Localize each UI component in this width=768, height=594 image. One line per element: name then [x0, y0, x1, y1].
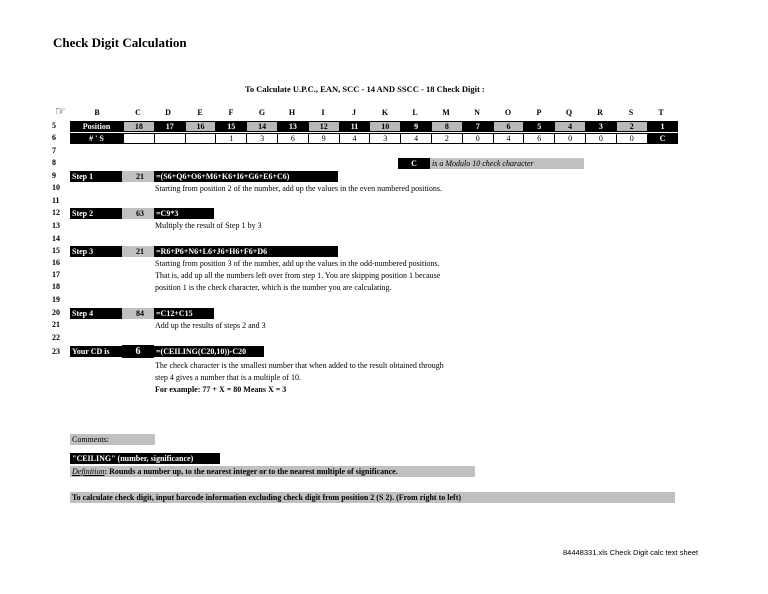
step-description: Starting from position 2 of the number, add up the values in the even numbered positions.: [155, 184, 442, 193]
column-header-d: D: [165, 108, 171, 117]
row-number: 20: [52, 308, 60, 317]
row-number: 16: [52, 258, 60, 267]
column-header-i: I: [321, 108, 325, 117]
row-number: 22: [52, 333, 60, 342]
position-cell: 16: [185, 121, 217, 132]
column-header-o: O: [504, 108, 512, 117]
row-number: 23: [52, 347, 60, 356]
comments-label: Comments:: [70, 434, 155, 445]
step-label: Step 2: [70, 208, 122, 219]
instruction-bar: To calculate check digit, input barcode information excluding check digit from position 2 (S 2). (From right to left): [70, 492, 675, 503]
row-number: 19: [52, 295, 60, 304]
digit-input-cell[interactable]: 6: [523, 133, 555, 144]
column-header-f: F: [228, 108, 234, 117]
result-value[interactable]: 6: [122, 345, 154, 358]
position-cell: 13: [277, 121, 309, 132]
ceiling-header: "CEILING" (number, significance): [70, 453, 220, 464]
example-label: For example:: [155, 385, 201, 394]
position-label: Position: [70, 121, 123, 132]
result-desc-1: The check character is the smallest number that when added to the result obtained through: [155, 361, 444, 370]
digit-input-cell[interactable]: 3: [246, 133, 278, 144]
row-number: 13: [52, 221, 60, 230]
position-cell: 11: [339, 121, 371, 132]
position-cell: 4: [554, 121, 586, 132]
row-number: 8: [52, 158, 56, 167]
row-number: 21: [52, 320, 60, 329]
row-number: 12: [52, 208, 60, 217]
ceiling-definition: [70, 466, 475, 477]
step-formula: =C9*3: [154, 208, 214, 219]
page-title: Check Digit Calculation: [53, 35, 187, 50]
column-header-r: R: [597, 108, 603, 117]
digit-input-cell[interactable]: [123, 133, 155, 144]
result-desc-2: step 4 gives a number that is a multiple of 10.: [155, 373, 301, 382]
column-header-b: B: [94, 108, 100, 117]
step-formula: =(S6+Q6+O6+M6+K6+I6+G6+E6+C6): [154, 171, 338, 182]
digit-input-cell[interactable]: 1: [215, 133, 247, 144]
column-header-l: L: [412, 108, 418, 117]
result-example: [155, 385, 286, 394]
column-header-c: C: [135, 108, 141, 117]
digit-input-cell[interactable]: 0: [462, 133, 494, 144]
position-cell: 12: [308, 121, 340, 132]
result-formula: =(CEILING(C20,10))-C20: [154, 346, 264, 357]
step-value: 21: [122, 246, 154, 257]
column-header-k: K: [381, 108, 389, 117]
row-number: 10: [52, 183, 60, 192]
column-header-s: S: [628, 108, 634, 117]
step-description: Multiply the result of Step 1 by 3: [155, 221, 262, 230]
position-cell: 3: [585, 121, 617, 132]
position-cell: 9: [400, 121, 432, 132]
hand-pointer-icon: ☞: [55, 104, 66, 118]
digit-input-cell[interactable]: 6: [277, 133, 309, 144]
row-number: 18: [52, 282, 60, 291]
row-number: 5: [52, 121, 56, 130]
digit-input-cell[interactable]: 0: [554, 133, 586, 144]
footer-filename: 84448331.xls Check Digit calc text sheet: [563, 548, 699, 557]
column-header-h: H: [288, 108, 296, 117]
step-formula: =R6+P6+N6+L6+J6+H6+F6+D6: [154, 246, 338, 257]
digit-input-cell[interactable]: 4: [400, 133, 432, 144]
check-char-cell: C: [398, 158, 430, 169]
page-subtitle: To Calculate U.P.C., EAN, SCC - 14 AND SSCC - 18 Check Digit :: [245, 84, 485, 94]
position-cell: 1: [647, 121, 679, 132]
step-formula: =C12+C15: [154, 308, 214, 319]
digit-input-cell[interactable]: 0: [616, 133, 648, 144]
digit-input-cell[interactable]: 4: [493, 133, 525, 144]
column-header-e: E: [197, 108, 203, 117]
digit-input-cell: C: [647, 133, 679, 144]
column-header-q: Q: [565, 108, 573, 117]
step-value: 84: [122, 308, 154, 319]
column-header-m: M: [442, 108, 450, 117]
position-cell: 6: [493, 121, 525, 132]
step-value: 21: [122, 171, 154, 182]
digit-input-cell[interactable]: 2: [431, 133, 463, 144]
row-number: 11: [52, 196, 60, 205]
step-description: That is, add up all the numbers left over from step 1. You are skipping position 1 because: [155, 271, 441, 280]
column-header-p: P: [536, 108, 542, 117]
step-description: Starting from position 3 of the number, add up the values in the odd-numbered positions.: [155, 259, 440, 268]
position-cell: 14: [246, 121, 278, 132]
column-header-n: N: [474, 108, 480, 117]
position-cell: 18: [123, 121, 155, 132]
column-header-j: J: [352, 108, 356, 117]
row-number: 9: [52, 171, 56, 180]
row-number: 6: [52, 133, 56, 142]
position-cell: 5: [523, 121, 555, 132]
position-cell: 7: [462, 121, 494, 132]
step-description: position 1 is the check character, which is the number you are calculating.: [155, 283, 392, 292]
digits-label: # ' S: [70, 133, 123, 144]
step-label: Step 3: [70, 246, 122, 257]
position-cell: 8: [431, 121, 463, 132]
check-char-note: is a Modulo 10 check character: [398, 158, 584, 169]
row-number: 15: [52, 246, 60, 255]
definition-label: Definition: [72, 467, 105, 476]
step-label: Step 1: [70, 171, 122, 182]
digit-input-cell[interactable]: 0: [585, 133, 617, 144]
row-number: 17: [52, 270, 60, 279]
column-header-g: G: [258, 108, 266, 117]
row-number: 14: [52, 234, 60, 243]
step-value: 63: [122, 208, 154, 219]
definition-text: : Rounds a number up, to the nearest integer or to the nearest multiple of significance.: [104, 467, 398, 476]
digit-input-cell[interactable]: [185, 133, 217, 144]
digit-input-cell[interactable]: 9: [308, 133, 340, 144]
position-cell: 2: [616, 121, 648, 132]
position-cell: 15: [215, 121, 247, 132]
row-number: 7: [52, 146, 56, 155]
step-label: Step 4: [70, 308, 122, 319]
position-cell: 10: [369, 121, 401, 132]
digit-input-cell[interactable]: 4: [339, 133, 371, 144]
column-header-t: T: [658, 108, 664, 117]
digit-input-cell[interactable]: 3: [369, 133, 401, 144]
position-cell: 17: [154, 121, 186, 132]
example-text: 77 + X = 80 Means X = 3: [200, 385, 287, 394]
step-description: Add up the results of steps 2 and 3: [155, 321, 266, 330]
digit-input-cell[interactable]: [154, 133, 186, 144]
result-label: Your CD is: [70, 346, 122, 357]
